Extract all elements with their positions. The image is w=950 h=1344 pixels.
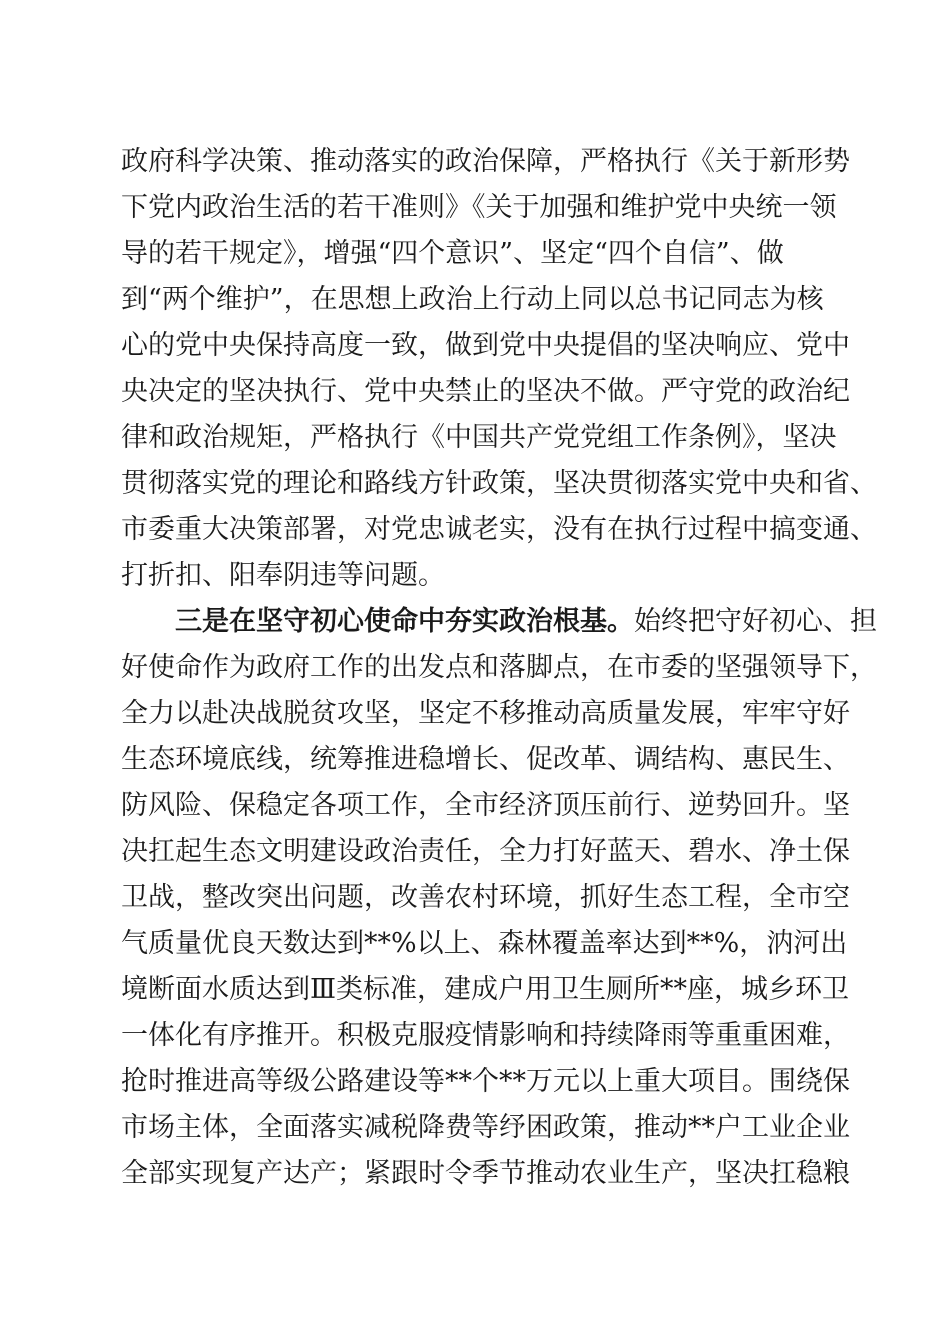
text-line: 卫战，整改突出问题，改善农村环境，抓好生态工程，全市空 <box>121 882 850 913</box>
text-line: 抢时推进高等级公路建设等**个**万元以上重大项目。围绕保 <box>121 1066 850 1097</box>
text-line: 全力以赴决战脱贫攻坚，坚定不移推动高质量发展，牢牢守好 <box>121 698 850 729</box>
text-line: 下党内政治生活的若干准则》《关于加强和维护党中央统一领 <box>121 192 837 223</box>
text-line: 导的若干规定》，增强“四个意识”、坚定“四个自信”、做 <box>121 238 784 269</box>
text-line: 心的党中央保持高度一致，做到党中央提倡的坚决响应、党中 <box>121 330 850 361</box>
paragraph-first-line <box>175 600 877 644</box>
text-line: 到“两个维护”，在思想上政治上行动上同以总书记同志为核 <box>121 284 824 315</box>
text-line: 市委重大决策部署，对党忠诚老实，没有在执行过程中搞变通、 <box>121 514 877 545</box>
text-line: 市场主体，全面落实减税降费等纾困政策，推动**户工业企业 <box>121 1112 850 1143</box>
text-line: 政府科学决策、推动落实的政治保障，严格执行《关于新形势 <box>121 146 850 177</box>
text-line: 决扛起生态文明建设政治责任，全力打好蓝天、碧水、净土保 <box>121 836 850 867</box>
text-line: 贯彻落实党的理论和路线方针政策，坚决贯彻落实党中央和省、 <box>121 468 877 499</box>
text-line: 境断面水质达到Ⅲ类标准，建成户用卫生厕所**座，城乡环卫 <box>121 974 850 1005</box>
text-segment: 始终把守好初心、担 <box>634 606 877 637</box>
text-line: 打折扣、阳奉阴违等问题。 <box>121 560 445 591</box>
text-line: 一体化有序推开。积极克服疫情影响和持续降雨等重重困难， <box>121 1020 850 1051</box>
text-line: 全部实现复产达产；紧跟时令季节推动农业生产，坚决扛稳粮 <box>121 1158 850 1189</box>
text-line: 好使命作为政府工作的出发点和落脚点，在市委的坚强领导下， <box>121 652 877 683</box>
text-line: 律和政治规矩，严格执行《中国共产党党组工作条例》，坚决 <box>121 422 837 453</box>
text-line: 央决定的坚决执行、党中央禁止的坚决不做。严守党的政治纪 <box>121 376 850 407</box>
paragraph-heading: 三是在坚守初心使命中夯实政治根基。 <box>175 606 634 637</box>
text-line: 防风险、保稳定各项工作，全市经济顶压前行、逆势回升。坚 <box>121 790 850 821</box>
text-line: 生态环境底线，统筹推进稳增长、促改革、调结构、惠民生、 <box>121 744 850 775</box>
text-line: 气质量优良天数达到**%以上、森林覆盖率达到**%，汭河出 <box>121 928 848 959</box>
